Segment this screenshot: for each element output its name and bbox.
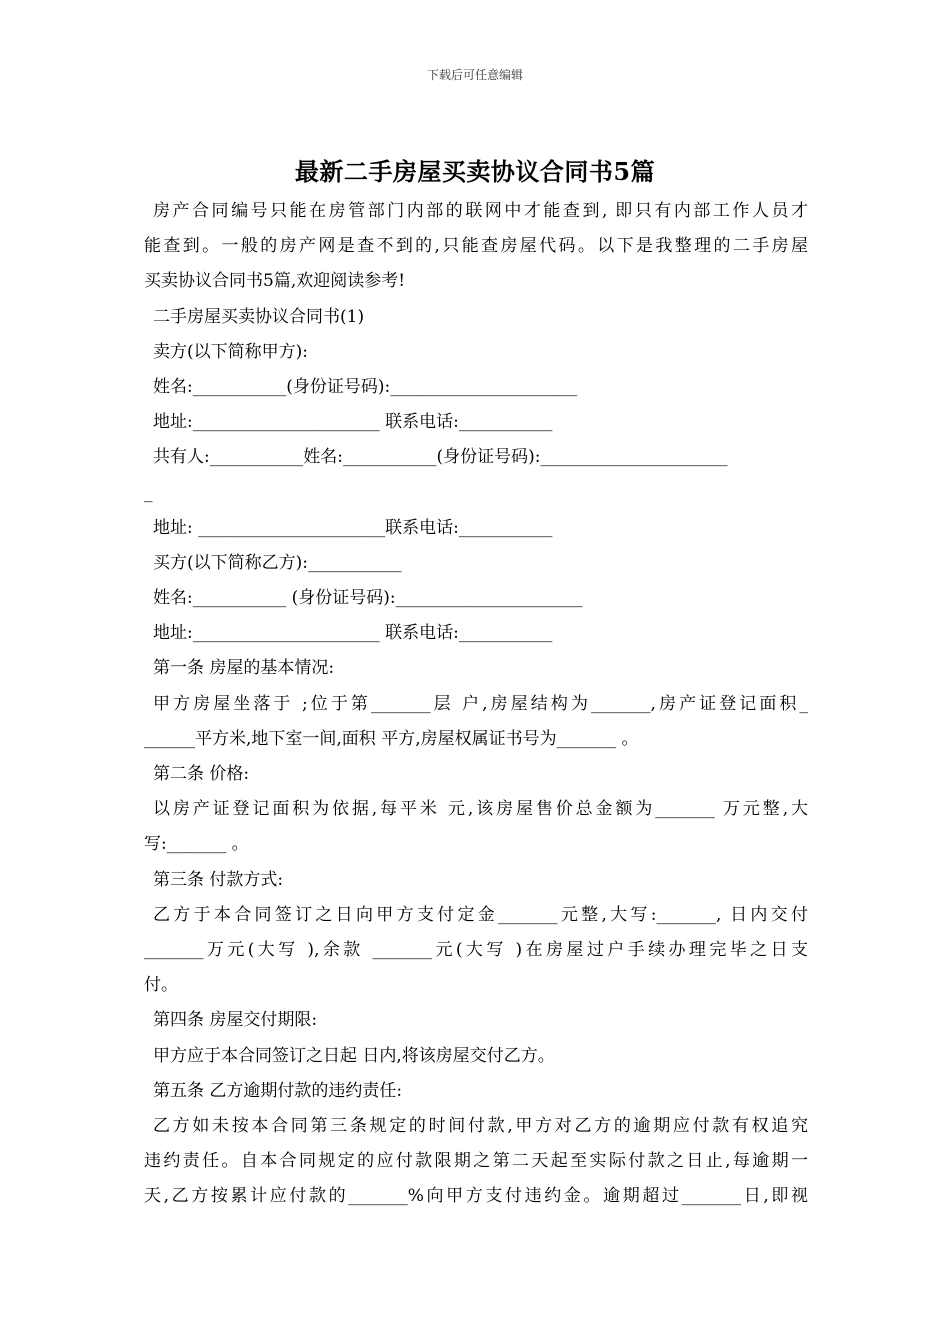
clause-heading: 第二条 价格: [153,764,250,784]
paragraph-line: 付。 [144,975,178,996]
form-field-line: 地址:______________________ 联系电话:___________ [153,623,553,644]
paragraph-line: 卖方(以下简称甲方): [153,341,308,362]
clause-heading: 第三条 付款方式: [153,869,284,890]
clause-heading: 第四条 房屋交付期限: [153,1010,318,1031]
paragraph-line: 乙方如未按本合同第三条规定的时间付款,甲方对乙方的逾期应付款有权追究 [153,1115,808,1136]
paragraph-line: 房产合同编号只能在房管部门内部的联网中才能查到, 即只有内部工作人员才 [153,201,808,221]
paragraph-line: 违约责任。自本合同规定的应付款限期之第二天起至实际付款之日止,每逾期一 [144,1151,808,1172]
header-note: 下载后可任意编辑 [426,68,523,82]
paragraph-line: 天,乙方按累计应付款的_______%向甲方支付违约金。逾期超过_______日,即视 [144,1186,808,1207]
paragraph-line: 甲方应于本合同签订之日起 日内,将该房屋交付乙方。 [153,1045,555,1066]
paragraph-line: 乙方于本合同签订之日向甲方支付定金_______元整,大写:_______, 日内交付 [153,904,808,925]
paragraph-line: 买卖协议合同书5篇,欢迎阅读参考! [144,271,406,292]
clause-heading: 第一条 房屋的基本情况: [153,658,335,679]
document-title: 最新二手房屋买卖协议合同书5篇 [294,157,656,186]
form-field-line: 姓名:___________(身份证号码):______________________ [153,376,578,397]
form-field-line: 地址:______________________ 联系电话:___________ [153,412,553,433]
form-field-line: _ [144,482,153,503]
form-field-line: 姓名:___________ (身份证号码):______________________ [153,588,583,609]
section-heading: 二手房屋买卖协议合同书(1) [153,306,365,327]
paragraph-line: 甲方房屋坐落于 ;位于第_______层 户,房屋结构为_______,房产证登记面积_ [153,693,808,714]
paragraph-line: ______平方米,地下室一间,面积 平方,房屋权属证书号为_______ 。 [144,728,639,749]
form-field-line: 共有人:___________姓名:___________(身份证号码):______________________ [153,447,728,468]
paragraph-line: 写:_______ 。 [144,834,249,855]
paragraph-line: 能查到。一般的房产网是查不到的,只能查房屋代码。以下是我整理的二手房屋 [144,236,808,257]
paragraph-line: 以房产证登记面积为依据,每平米 元,该房屋售价总金额为_______ 万元整,大 [153,799,808,820]
form-field-line: 买方(以下简称乙方):___________ [153,552,402,573]
clause-heading: 第五条 乙方逾期付款的违约责任: [153,1080,403,1101]
paragraph-line: _______万元(大写 ),余款 _______元(大写 )在房屋过户手续办理完毕之日支 [144,939,808,960]
form-field-line: 地址: ______________________联系电话:___________ [153,517,553,538]
document-body [144,194,808,1214]
